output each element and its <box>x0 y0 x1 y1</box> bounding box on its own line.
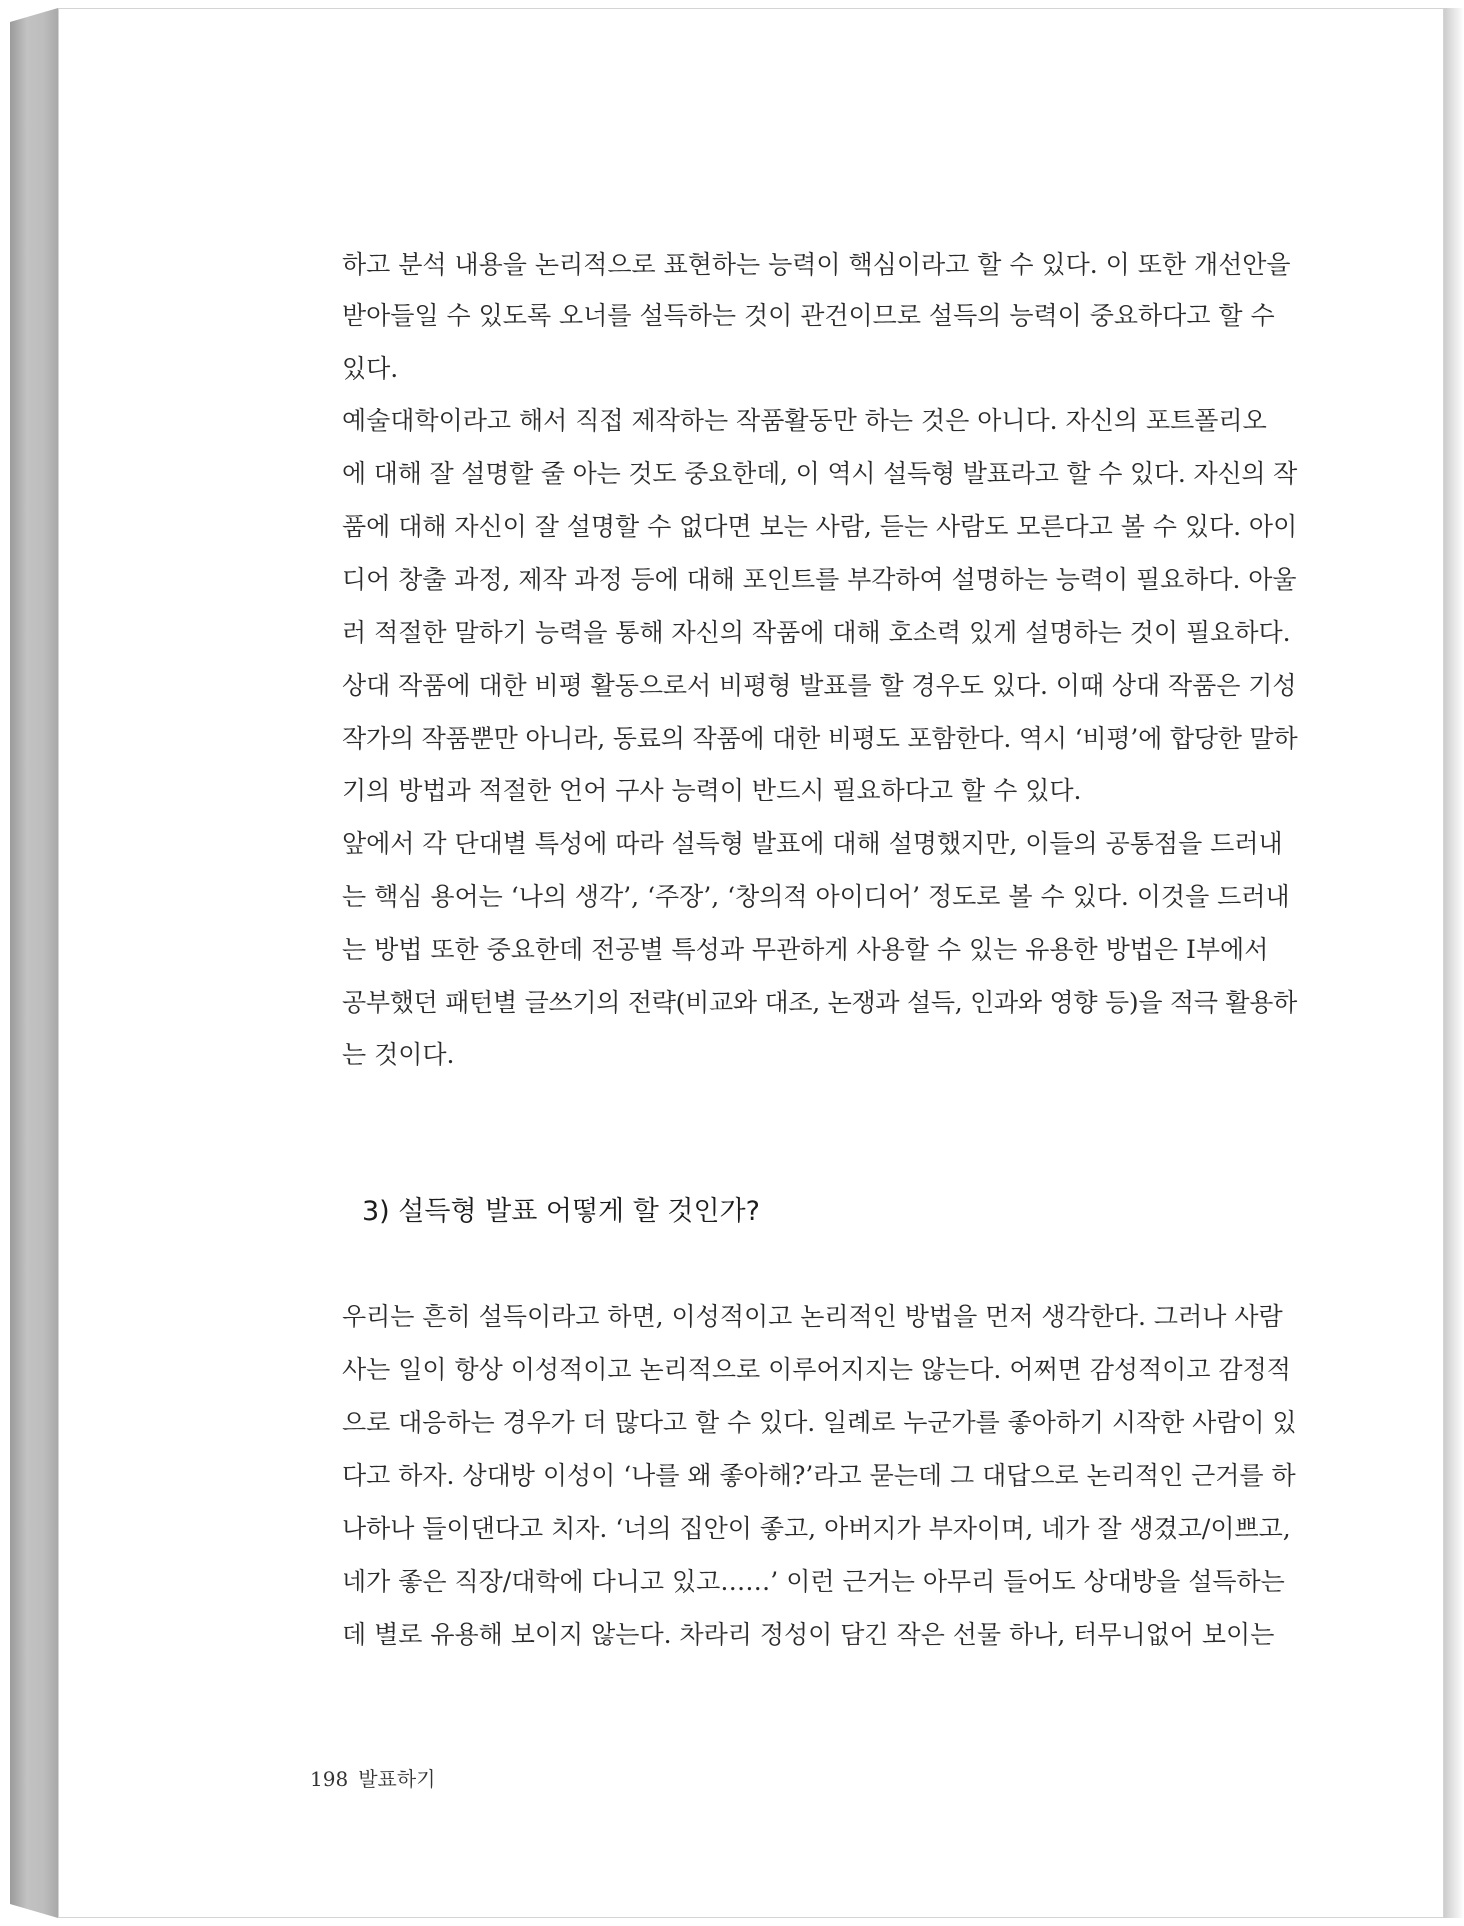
paragraph-line: 예술대학이라고 해서 직접 제작하는 작품활동만 하는 것은 아니다. 자신의 포트폴리오 <box>342 406 1267 435</box>
paragraph-line: 에 대해 잘 설명할 줄 아는 것도 중요한데, 이 역시 설득형 발표라고 할 수 있다. 자신의 작 <box>342 459 1298 488</box>
paragraph-line: 사는 일이 항상 이성적이고 논리적으로 이루어지지는 않는다. 어쩌면 감성적이고 감정적 <box>342 1355 1291 1384</box>
paragraph-line: 상대 작품에 대한 비평 활동으로서 비평형 발표를 할 경우도 있다. 이때 상대 작품은 기성 <box>342 671 1297 700</box>
section-heading: 3) 설득형 발표 어떻게 할 것인가? <box>362 1196 760 1227</box>
paragraph-line: 있다. <box>342 354 399 383</box>
paragraph-line: 는 핵심 용어는 ‘나의 생각’, ‘주장’, ‘창의적 아이디어’ 정도로 볼 수 있다. 이것을 드러내 <box>342 882 1290 911</box>
paragraph-line: 앞에서 각 단대별 특성에 따라 설득형 발표에 대해 설명했지만, 이들의 공통점을 드러내 <box>342 829 1283 858</box>
paragraph-line: 받아들일 수 있도록 오너를 설득하는 것이 관건이므로 설득의 능력이 중요하다고 할 수 <box>342 301 1275 330</box>
page-edge-shadow <box>1444 8 1464 1918</box>
paragraph-line: 는 방법 또한 중요한데 전공별 특성과 무관하게 사용할 수 있는 유용한 방법은 Ⅰ부에서 <box>342 935 1269 964</box>
paragraph-line: 으로 대응하는 경우가 더 많다고 할 수 있다. 일례로 누군가를 좋아하기 시작한 사람이 있 <box>342 1408 1297 1437</box>
chapter-title: 발표하기 <box>358 1767 436 1791</box>
paragraph-line: 나하나 들이댄다고 치자. ‘너의 집안이 좋고, 아버지가 부자이며, 네가 잘 생겼고/이쁘고, <box>342 1514 1291 1543</box>
paragraph-line: 기의 방법과 적절한 언어 구사 능력이 반드시 필요하다고 할 수 있다. <box>342 776 1082 805</box>
paragraph-line: 다고 하자. 상대방 이성이 ‘나를 왜 좋아해?’라고 묻는데 그 대답으로 논리적인 근거를 하 <box>342 1461 1296 1490</box>
paragraph-line: 는 것이다. <box>342 1040 455 1069</box>
book-spine <box>10 8 58 1918</box>
page-body <box>59 9 1443 1917</box>
paragraph-line: 품에 대해 자신이 잘 설명할 수 없다면 보는 사람, 듣는 사람도 모른다고 볼 수 있다. 아이 <box>342 512 1298 541</box>
page-footer <box>310 1767 435 1791</box>
paragraph-line: 러 적절한 말하기 능력을 통해 자신의 작품에 대해 호소력 있게 설명하는 것이 필요하다. <box>342 618 1291 647</box>
paragraph-line: 디어 창출 과정, 제작 과정 등에 대해 포인트를 부각하여 설명하는 능력이 필요하다. 아울 <box>342 565 1297 594</box>
paragraph-line: 작가의 작품뿐만 아니라, 동료의 작품에 대한 비평도 포함한다. 역시 ‘비평’에 합당한 말하 <box>342 724 1298 753</box>
paragraph-line: 데 별로 유용해 보이지 않는다. 차라리 정성이 담긴 작은 선물 하나, 터무니없어 보이는 <box>342 1620 1275 1649</box>
paragraph-line: 네가 좋은 직장/대학에 다니고 있고……’ 이런 근거는 아무리 들어도 상대방을 설득하는 <box>342 1567 1285 1596</box>
paragraph-line: 공부했던 패턴별 글쓰기의 전략(비교와 대조, 논쟁과 설득, 인과와 영향 등)을 적극 활용하 <box>342 988 1298 1017</box>
paragraph-line: 우리는 흔히 설득이라고 하면, 이성적이고 논리적인 방법을 먼저 생각한다. 그러나 사람 <box>342 1302 1283 1331</box>
page-number: 198 <box>310 1767 349 1791</box>
book-page <box>58 8 1444 1918</box>
paragraph-line: 하고 분석 내용을 논리적으로 표현하는 능력이 핵심이라고 할 수 있다. 이 또한 개선안을 <box>342 250 1291 279</box>
